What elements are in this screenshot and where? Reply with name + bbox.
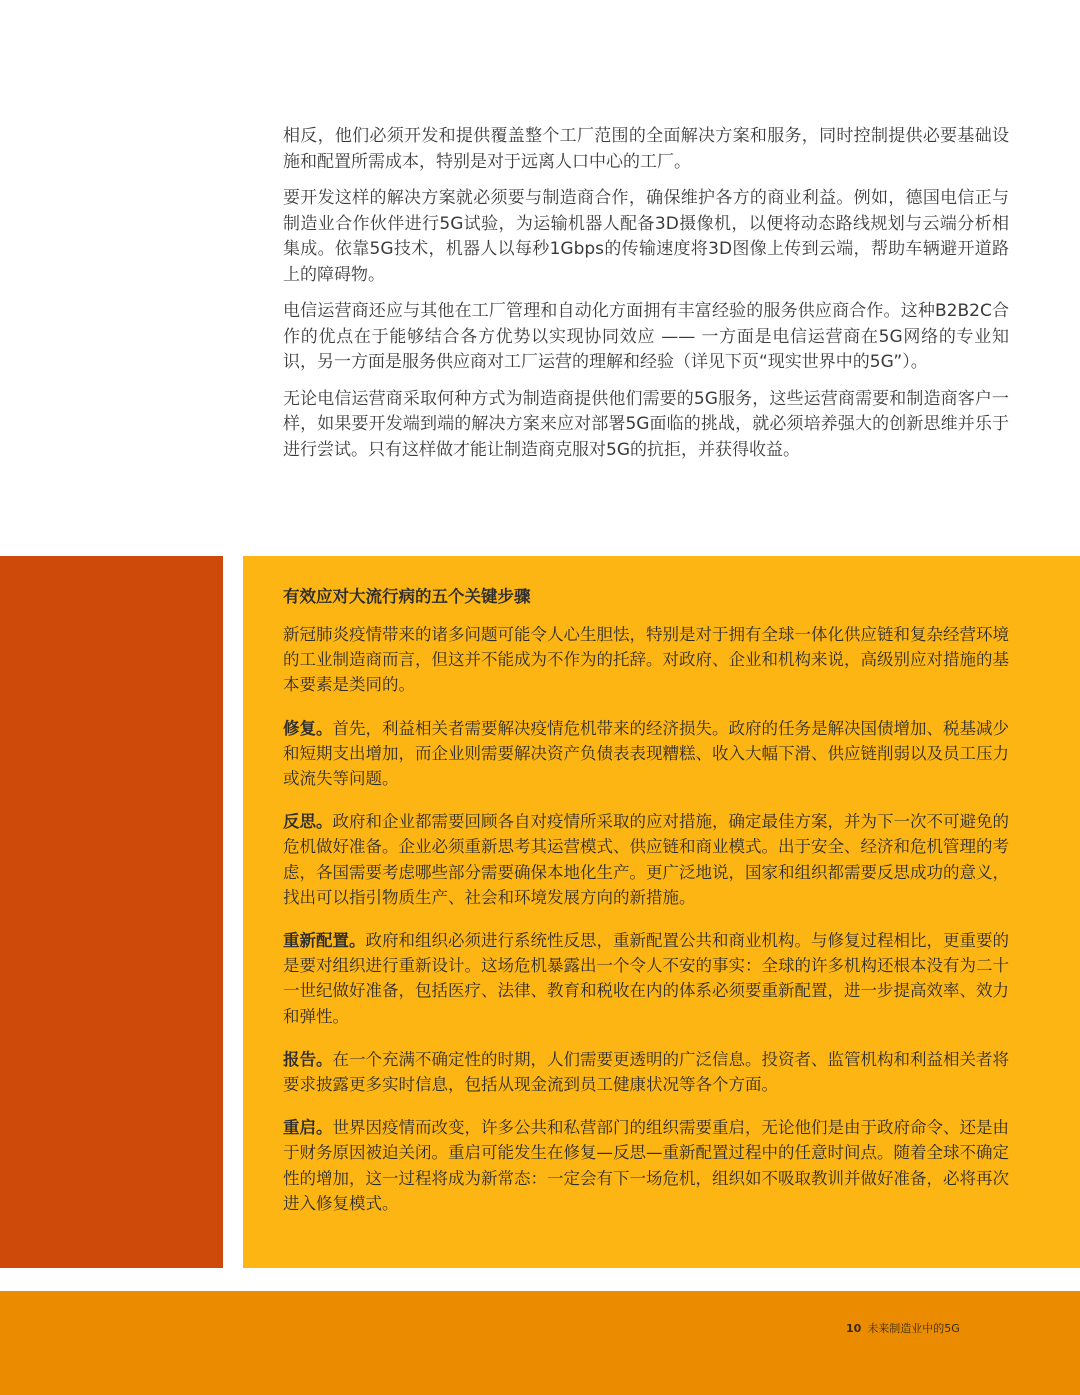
body-paragraph-3: 电信运营商还应与其他在工厂管理和自动化方面拥有丰富经验的服务供应商合作。这种B2B2C合作的优点在于能够结合各方优势以实现协同效应 —— 一方面是电信运营商在5G网络的专业知识，另一方面是服务供应商对工厂运营的理解和经验（详见下页“现实世界中的5G”）。 bbox=[283, 301, 1009, 372]
publication-title: 未来制造业中的5G bbox=[867, 1322, 960, 1335]
main-body-text bbox=[283, 124, 1009, 474]
callout-title: 有效应对大流行病的五个关键步骤 bbox=[283, 587, 531, 606]
body-paragraph-2: 要开发这样的解决方案就必须要与制造商合作，确保维护各方的商业利益。例如，德国电信正与制造业合作伙伴进行5G试验，为运输机器人配备3D摄像机，以便将动态路线规划与云端分析相集成。依靠5G技术，机器人以每秒1Gbps的传输速度将3D图像上传到云端，帮助车辆避开道路上的障碍物。 bbox=[283, 188, 1009, 285]
callout-step bbox=[283, 1047, 1009, 1097]
decorative-red-block bbox=[0, 556, 223, 1268]
step-text: 世界因疫情而改变，许多公共和私营部门的组织需要重启，无论他们是由于政府命令、还是由于财务原因被迫关闭。重启可能发生在修复—反思—重新配置过程中的任意时间点。随着全球不确定性的增加，这一过程将成为新常态：一定会有下一场危机，组织如不吸取教训并做好准备，必将再次进入修复模式。 bbox=[283, 1118, 1009, 1213]
step-term: 修复。 bbox=[283, 718, 333, 738]
footer-band bbox=[0, 1291, 1080, 1395]
body-paragraph-4: 无论电信运营商采取何种方式为制造商提供他们需要的5G服务，这些运营商需要和制造商客户一样，如果要开发端到端的解决方案来应对部署5G面临的挑战，就必须培养强大的创新思维并乐于进行尝试。只有这样做才能让制造商克服对5G的抗拒，并获得收益。 bbox=[283, 388, 1009, 460]
step-text: 首先，利益相关者需要解决疫情危机带来的经济损失。政府的任务是解决国债增加、税基减少和短期支出增加，而企业则需要解决资产负债表表现糟糕、收入大幅下滑、供应链削弱以及员工压力或流失等问题。 bbox=[283, 718, 1009, 789]
step-term: 重启。 bbox=[283, 1118, 333, 1138]
step-text: 政府和组织必须进行系统性反思，重新配置公共和商业机构。与修复过程相比，更重要的是要对组织进行重新设计。这场危机暴露出一个令人不安的事实：全球的许多机构还根本没有为二十一世纪做好准备，包括医疗、法律、教育和税收在内的体系必须要重新配置，进一步提高效率、效力和弹性。 bbox=[283, 931, 1009, 1026]
step-text: 在一个充满不确定性的时期，人们需要更透明的广泛信息。投资者、监管机构和利益相关者将要求披露更多实时信息，包括从现金流到员工健康状况等各个方面。 bbox=[283, 1049, 1009, 1095]
step-term: 反思。 bbox=[283, 812, 333, 832]
callout-step bbox=[283, 928, 1009, 1029]
step-text: 政府和企业都需要回顾各自对疫情所采取的应对措施，确定最佳方案，并为下一次不可避免的危机做好准备。企业必须重新思考其运营模式、供应链和商业模式。出于安全、经济和危机管理的考虑，各国需要考虑哪些部分需要确保本地化生产。更广泛地说，国家和组织都需要反思成功的意义，找出可以指引物质生产、社会和环境发展方向的新措施。 bbox=[283, 812, 1009, 907]
sidebar-callout-box bbox=[243, 556, 1080, 1268]
body-paragraph-1: 相反，他们必须开发和提供覆盖整个工厂范围的全面解决方案和服务，同时控制提供必要基础设施和配置所需成本，特别是对于远离人口中心的工厂。 bbox=[283, 126, 1009, 172]
callout-step bbox=[283, 1115, 1009, 1216]
callout-content bbox=[283, 584, 1009, 1234]
callout-step bbox=[283, 809, 1009, 910]
page-number: 10 bbox=[846, 1322, 862, 1335]
step-term: 重新配置。 bbox=[283, 931, 366, 951]
step-term: 报告。 bbox=[283, 1049, 333, 1069]
page-footer bbox=[846, 1322, 960, 1336]
callout-step bbox=[283, 716, 1009, 792]
callout-intro: 新冠肺炎疫情带来的诸多问题可能令人心生胆怯，特别是对于拥有全球一体化供应链和复杂经营环境的工业制造商而言，但这并不能成为不作为的托辞。对政府、企业和机构来说，高级别应对措施的基本要素是类同的。 bbox=[283, 625, 1009, 695]
